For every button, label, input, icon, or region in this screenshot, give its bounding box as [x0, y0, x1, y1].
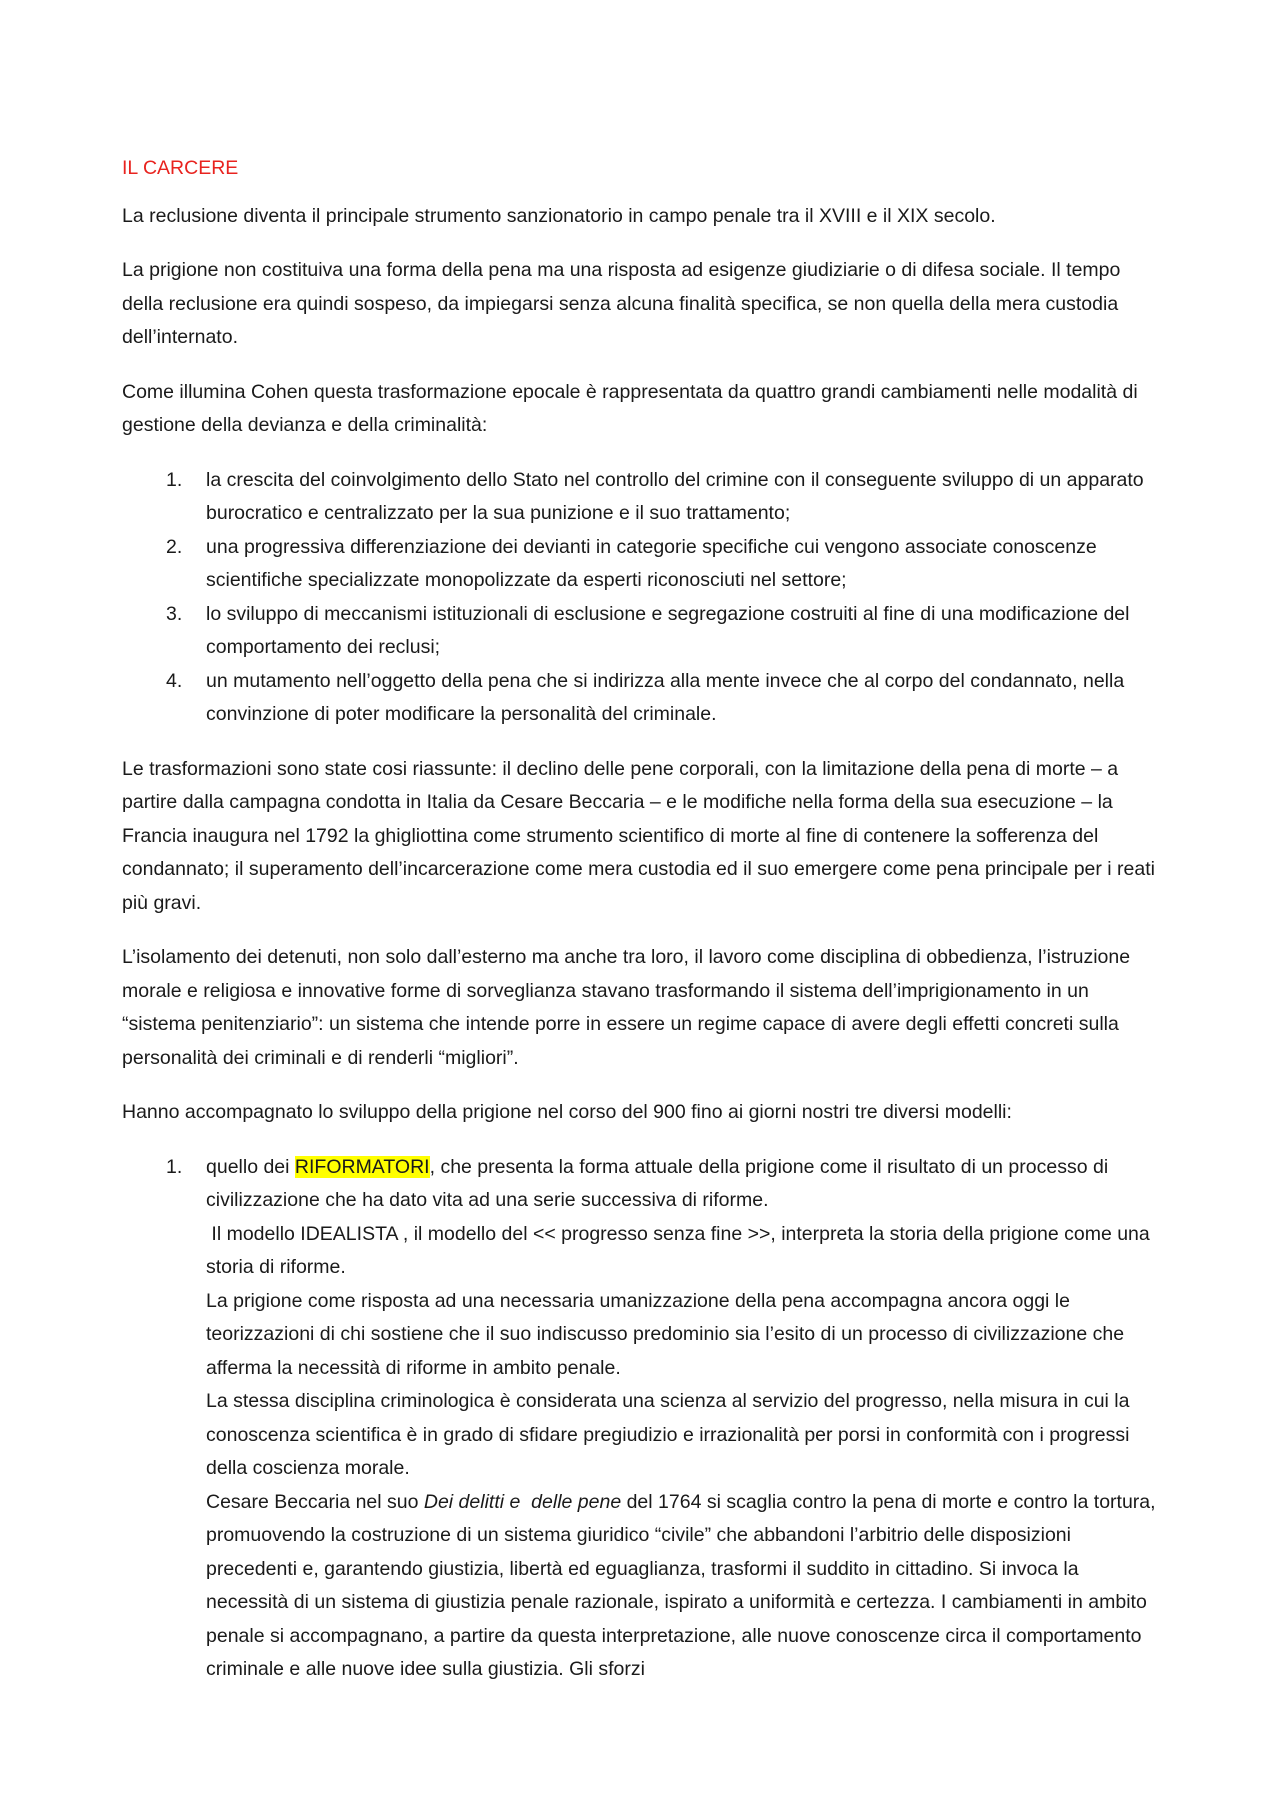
list-item [122, 1151, 1164, 1687]
list-number: 3. [166, 602, 183, 625]
list-item [122, 464, 1164, 531]
list-item-text: lo sviluppo di meccanismi istituzionali di esclusione e segregazione costruiti al fine di una modificazione del comportamento dei reclusi; [206, 602, 1130, 658]
list-number: 1. [166, 468, 183, 491]
document-title: IL CARCERE [122, 157, 239, 179]
paragraph-prison-purpose: La prigione non costituiva una forma della pena ma una risposta ad esigenze giudiziarie o di difesa sociale. Il tempo della reclusione era quindi sospeso, da impiegarsi senza alcuna finalità specifica, se non quella della mera custodia dell’internato. [122, 259, 1121, 348]
list-number: 1. [166, 1155, 183, 1178]
list-item-text-rest: , che presenta la forma attuale della prigione come il risultato di un processo di civilizzazione che ha dato vita ad una serie successiva di riforme. [206, 1155, 1109, 1211]
beccaria-rest: del 1764 si scaglia contro la pena di morte e contro la tortura, promuovendo la costruzione di un sistema giuridico “civile” che abbandoni l’arbitrio delle disposizioni precedenti e, garantendo giustizia, libertà ed eguaglianza, trasformi il suddito in cittadino. Si invoca la necessità di un sistema di giustizia penale razionale, ispirato a uniformità e certezza. I cambiamenti in ambito penale si accompagnano, a partire da questa interpretazione, alle nuove conoscenze circa il comportamento criminale e alle nuove idee sulla giustizia. Gli sforzi [206, 1490, 1156, 1680]
list-item [122, 531, 1164, 598]
humanization-line: La prigione come risposta ad una necessaria umanizzazione della pena accompagna ancora oggi le teorizzazioni di chi sostiene che il suo indiscusso predominio sia l’esito di un processo di civilizzazione che afferma la necessità di riforme in ambito penale. [206, 1289, 1125, 1379]
paragraph-cohen: Come illumina Cohen questa trasformazione epocale è rappresentata da quattro grandi cambiamenti nelle modalità di gestione della devianza e della criminalità: [122, 380, 1138, 436]
changes-list [122, 464, 1164, 732]
paragraph-intro: La reclusione diventa il principale strumento sanzionatorio in campo penale tra il XVIII e il XIX secolo. [122, 204, 996, 227]
beccaria-line [206, 1486, 1164, 1687]
beccaria-lead: Cesare Beccaria nel suo [206, 1490, 424, 1513]
list-item-text: una progressiva differenziazione dei devianti in categorie specifiche cui vengono associate conoscenze scientifiche specializzate monopolizzate da esperti riconosciuti nel settore; [206, 535, 1097, 591]
models-list [122, 1151, 1164, 1687]
list-number: 4. [166, 669, 183, 692]
document-page [122, 152, 1164, 1708]
list-item [122, 598, 1164, 665]
list-item [122, 665, 1164, 732]
highlighted-term: RIFORMATORI [294, 1155, 430, 1178]
list-item-text: la crescita del coinvolgimento dello Stato nel controllo del crimine con il conseguente sviluppo di un apparato burocratico e centralizzato per la sua punizione e il suo trattamento; [206, 468, 1144, 524]
paragraph-models-intro: Hanno accompagnato lo sviluppo della prigione nel corso del 900 fino ai giorni nostri tre diversi modelli: [122, 1101, 1012, 1123]
criminology-line: La stessa disciplina criminologica è considerata una scienza al servizio del progresso, nella misura in cui la conoscenza scientifica è in grado di sfidare pregiudizio e irrazionalità per porsi in conformità con i progressi della coscienza morale. [206, 1390, 1130, 1479]
paragraph-transformations: Le trasformazioni sono state cosi riassunte: il declino delle pene corporali, con la limitazione della pena di morte – a partire dalla campagna condotta in Italia da Cesare Beccaria – e le modifiche nella forma della sua esecuzione – la Francia inaugura nel 1792 la ghigliottina come strumento scientifico di morte al fine di contenere la sofferenza del condannato; il superamento dell’incarcerazione come mera custodia ed il suo emergere come pena principale per i reati più gravi. [122, 757, 1155, 914]
list-item-text: un mutamento nell’oggetto della pena che si indirizza alla mente invece che al corpo del condannato, nella convinzione di poter modificare la personalità del criminale. [206, 669, 1125, 725]
paragraph-isolation: L’isolamento dei detenuti, non solo dall’esterno ma anche tra loro, il lavoro come disciplina di obbedienza, l’istruzione morale e religiosa e innovative forme di sorveglianza stavano trasformando il sistema dell’imprigionamento in un “sistema penitenziario”: un sistema che intende porre in essere un regime capace di avere degli effetti concreti sulla personalità dei criminali e di renderli “migliori”. [122, 946, 1131, 1069]
book-title: Dei delitti e delle pene [423, 1490, 622, 1513]
list-number: 2. [166, 535, 183, 558]
idealist-model-line: Il modello IDEALISTA , il modello del << progresso senza fine >>, interpreta la storia della prigione come una storia di riforme. [206, 1222, 1156, 1278]
list-item-text-lead: quello dei [206, 1155, 295, 1178]
